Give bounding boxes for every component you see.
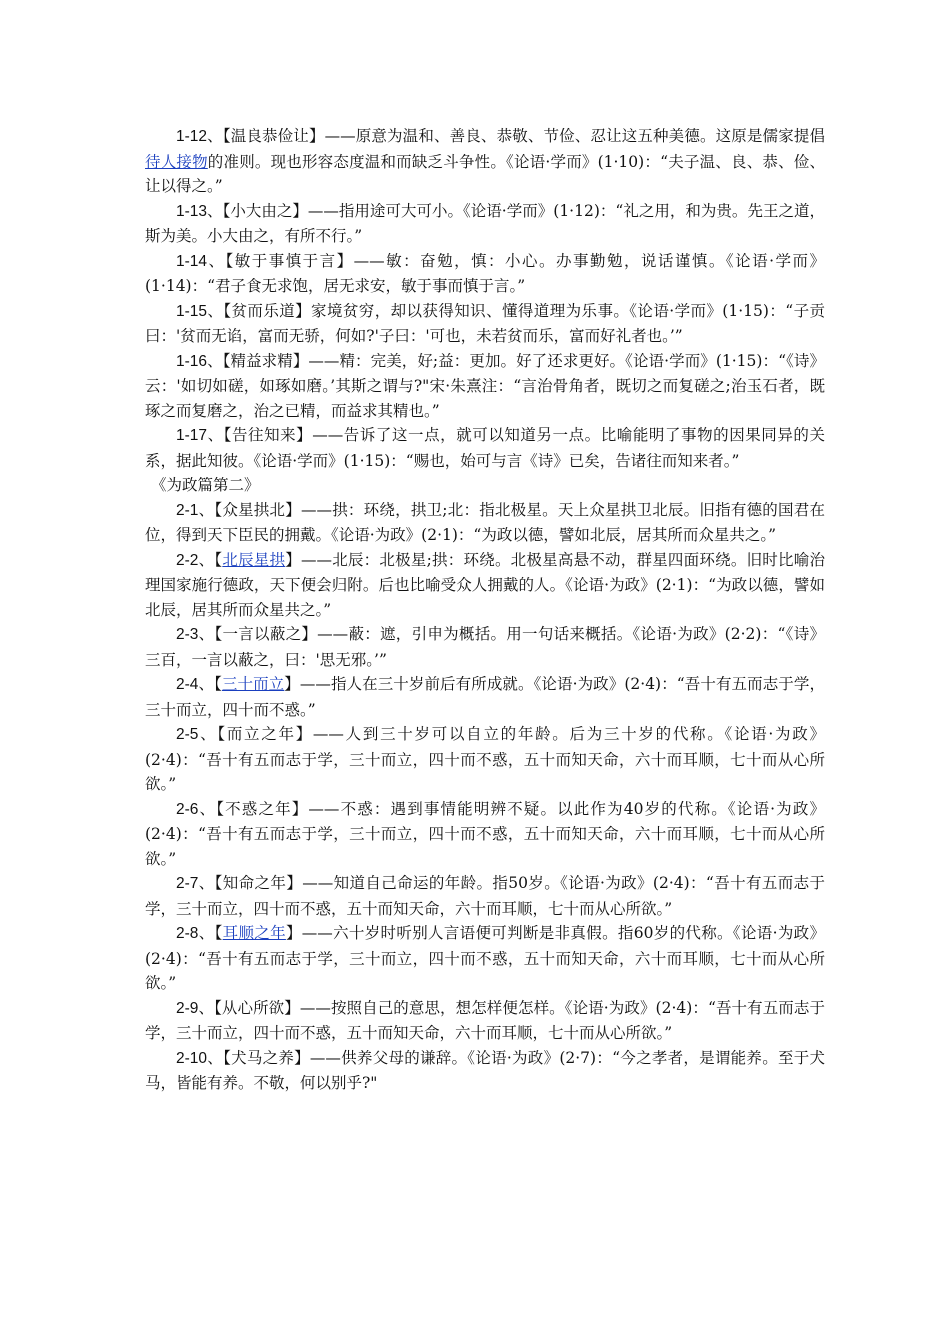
entry-text: 【小大由之】——指用途可大可小。《论语·学而》(1·12)：“礼之用，和为贵。先王之道，斯为美。小大由之，有所不行。” [145,201,825,245]
entry-2-3 [145,622,825,672]
entry-2-2 [145,548,825,623]
entry-1-12 [145,124,825,199]
entry-bracket: 【 [214,550,223,569]
entry-number: 1-16、 [176,352,223,370]
entry-text: 【温良恭俭让】——原意为温和、善良、恭敬、节俭、忍让这五种美德。这原是儒家提倡 [222,127,825,145]
link-san-shi-er-li[interactable]: 三十而立 [221,675,285,693]
entry-2-7 [145,871,825,921]
entry-number: 2-9、 [176,999,215,1017]
entry-text: 【一言以蔽之】——蔽：遮，引申为概括。用一句话来概括。《论语·为政》(2·2)：“《诗》三百，一言以蔽之，曰：'思无邪。’” [145,625,825,669]
entry-text-tail: 】——指人在三十岁前后有所成就。《论语·为政》(2·4)：“吾十有五而志于学，三十而立，四十而不惑。” [145,675,825,719]
entry-text: 【告往知来】——告诉了这一点，就可以知道另一点。比喻能明了事物的因果同异的关系，据此知彼。《论语·学而》(1·15)：“赐也，始可与言《诗》已矣，告诸往而知来者。” [145,426,825,470]
entry-text: 【从心所欲】——按照自己的意思，想怎样便怎样。《论语·为政》(2·4)：“吾十有五而志于学，三十而立，四十而不惑，五十而知天命，六十而耳顺，七十而从心所欲。” [145,998,825,1042]
link-bei-chen-xing-gong[interactable]: 北辰星拱 [222,550,286,569]
entry-2-1 [145,498,825,548]
link-dai-ren-jie-wu[interactable]: 待人接物 [145,152,208,171]
entry-text-tail: 】——北辰：北极星;拱：环绕。北极星高悬不动，群星四面环绕。旧时比喻治理国家施行德政，天下便会归附。后也比喻受众人拥戴的人。《论语·为政》(2·1)：“为政以德，譬如北辰，居其所而众星共之。” [145,550,825,619]
entry-1-15 [145,299,825,349]
entry-1-16 [145,349,825,424]
section-title: 《为政篇第二》 [151,476,260,494]
entry-text-tail: 】——六十岁时听别人言语便可判断是非真假。指60岁的代称。《论语·为政》(2·4)：“吾十有五而志于学，三十而立，四十而不惑，五十而知天命，六十而耳顺，七十而从心所欲。” [145,924,825,992]
entry-number: 2-8、 [176,925,215,942]
entry-text: 【而立之年】——人到三十岁可以自立的年龄。后为三十岁的代称。《论语·为政》(2·4)：“吾十有五而志于学，三十而立，四十而不惑，五十而知天命，六十而耳顺，七十而从心所欲。” [145,725,825,793]
entry-bracket: 【 [214,924,223,942]
entry-2-8 [145,921,825,996]
entry-2-6 [145,797,825,872]
link-er-shun-zhi-nian[interactable]: 耳顺之年 [222,924,286,942]
entry-number: 1-13、 [176,202,223,220]
entry-number: 1-15、 [176,302,224,320]
entry-number: 2-6、 [176,800,217,818]
entry-2-5 [145,722,825,797]
entry-text: 【精益求精】——精：完美，好;益：更加。好了还求更好。《论语·学而》(1·15)：“《诗》云：'如切如磋，如琢如磨。’其斯之谓与?"宋·朱熹注：“言治骨角者，既切之而复磋之;治玉石者，既琢之而复磨之，治之已精，而益求其精也。” [145,351,825,420]
entry-number: 1-14、 [176,252,226,270]
document-body [145,124,825,1096]
entry-2-10 [145,1046,825,1096]
entry-text: 【犬马之养】——供养父母的谦辞。《论语·为政》(2·7)：“今之孝者，是谓能养。至于犬马，皆能有养。不敬，何以别乎?" [145,1048,825,1092]
entry-text: 【敏于事慎于言】——敏：奋勉，慎：小心。办事勤勉，说话谨慎。《论语·学而》(1·14)：“君子食无求饱，居无求安，敏于事而慎于言。” [145,251,825,295]
entry-text: 【不惑之年】——不惑：遇到事情能明辨不疑。以此作为40岁的代称。《论语·为政》(2·4)：“吾十有五而志于学，三十而立，四十而不惑，五十而知天命，六十而耳顺，七十而从心所欲。” [145,799,825,868]
entry-1-17 [145,423,825,473]
entry-bracket: 【 [214,675,222,693]
entry-number: 2-10、 [176,1049,224,1067]
entry-number: 2-1、 [176,501,215,519]
entry-number: 2-7、 [176,875,215,892]
entry-number: 1-12、 [176,128,223,145]
entry-2-4 [145,672,825,722]
entry-number: 1-17、 [176,427,224,444]
entry-text: 【众星拱北】——拱：环绕，拱卫;北：指北极星。天上众星拱卫北辰。旧指有德的国君在位，得到天下臣民的拥戴。《论语·为政》(2·1)：“为政以德，譬如北辰，居其所而众星共之。” [145,500,825,544]
entry-2-9 [145,996,825,1046]
entry-number: 2-5、 [176,726,218,743]
entry-1-13 [145,199,825,249]
entry-number: 2-3、 [176,626,215,643]
entry-number: 2-2、 [176,551,215,569]
entry-text-tail: 的准则。现也形容态度温和而缺乏斗争性。《论语·学而》(1·10)：“夫子温、良、恭、俭、让以得之。” [145,152,825,195]
entry-text: 【知命之年】——知道自己命运的年龄。指50岁。《论语·为政》(2·4)：“吾十有五而志于学，三十而立，四十而不惑，五十而知天命，六十而耳顺，七十而从心所欲。” [145,874,826,918]
entry-1-14 [145,249,825,299]
entry-text: 【贫而乐道】家境贫穷，却以获得知识、懂得道理为乐事。《论语·学而》(1·15)：“子贡曰：'贫而无谄，富而无骄，何如?'子曰：'可也，未若贫而乐，富而好礼者也。’” [145,301,825,345]
entry-number: 2-4、 [176,676,215,693]
